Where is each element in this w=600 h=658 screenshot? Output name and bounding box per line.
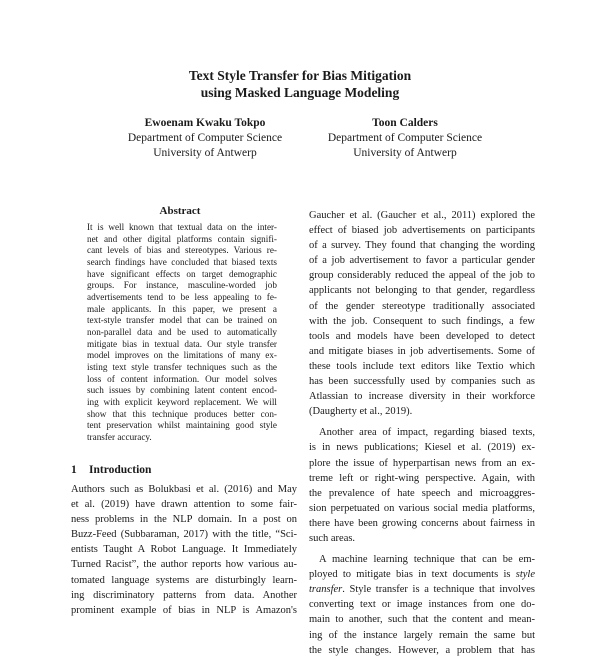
text-line xyxy=(309,567,535,582)
text-line: have significant effects on target demographic xyxy=(87,268,277,279)
text-line: applicants not belonging to that gender, regardless xyxy=(309,285,535,297)
abstract-heading: Abstract xyxy=(159,205,201,217)
text-line: is in news publications; Kiesel et al. (2019) ex- xyxy=(309,442,535,454)
text-line: male applicants. In this paper, we present a xyxy=(87,303,277,314)
title-line-1: Text Style Transfer for Bias Mitigation xyxy=(188,68,412,83)
abstract-body xyxy=(87,222,277,443)
section-number: 1 xyxy=(71,464,77,476)
text-line: search findings have concluded that biased texts xyxy=(87,256,277,267)
author-department: Department of Computer Science xyxy=(127,132,283,144)
text-line: of the gender stereotype traditionally associated xyxy=(309,300,535,312)
text-line: cant levels of bias and stereotypes. Various re- xyxy=(87,245,277,256)
text-line: model improves on the limitations of many ex- xyxy=(87,350,277,361)
text-line: entists Taught A Robot Language. It Immediately xyxy=(71,544,297,556)
text-line: prominent example of bias in NLP is Amazon's xyxy=(71,604,297,616)
text-line: ing with explicit keyword replacement. We will xyxy=(87,396,277,407)
text-line: group considerably reduced the appeal of the job to xyxy=(309,270,535,282)
text-line: groups. For instance, masculine-worded job xyxy=(87,280,277,291)
emphasis-style: style xyxy=(515,569,536,581)
author-block-2 xyxy=(300,116,510,161)
author-university: University of Antwerp xyxy=(353,147,457,159)
text-line: show that this technique produces better con- xyxy=(87,408,277,419)
text-line: main to another, such that the content and mean- xyxy=(309,614,535,626)
author-name: Toon Calders xyxy=(372,117,438,129)
text-line: tent preservation whilst maintaining good style xyxy=(87,420,277,431)
text-line xyxy=(309,582,535,597)
text-line: sion perpetuated on various social media platforms, xyxy=(309,502,535,514)
paragraph-gaucher xyxy=(309,208,535,419)
section-title: Introduction xyxy=(89,464,152,476)
author-university: University of Antwerp xyxy=(153,147,257,159)
text-line: advertisements tend to be less appealing to fe- xyxy=(87,291,277,302)
text-line: ness problems in the NLP domain. In a post on xyxy=(71,514,297,526)
text-line: tomated language systems are disturbingly learn- xyxy=(71,574,297,586)
text-line: the prevalence of hate speech and microaggres- xyxy=(309,487,535,499)
text-line: A machine learning technique that can be em- xyxy=(319,554,535,566)
text-line: and mitigate biases in job advertisements. Some of xyxy=(309,345,535,357)
emphasis-transfer: transfer xyxy=(309,584,343,596)
text-line: effect of biased job advertisements on participants xyxy=(309,225,535,237)
text-fragment: . Style transfer is a technique that involves xyxy=(342,584,535,596)
paper-title xyxy=(0,67,600,101)
text-line: Buzz-Feed (Subbaraman, 2017) with the title, “Sci- xyxy=(71,529,297,541)
text-line: Atlassian to increase diversity in their workforce xyxy=(309,391,535,403)
text-line: Authors such as Bolukbasi et al. (2016) and May xyxy=(71,484,297,495)
text-line: Another area of impact, regarding biased texts, xyxy=(319,427,535,439)
text-line: there have been growing concerns about fairness in xyxy=(309,517,535,529)
paragraph-news xyxy=(309,425,535,546)
text-line: Gaucher et al. (Gaucher et al., 2011) explored the xyxy=(309,210,535,221)
text-line: plore the issue of hyperpartisan news from an ex- xyxy=(309,457,535,469)
left-column-text xyxy=(71,482,297,618)
text-line: has been successfully used by companies such as xyxy=(309,376,535,388)
text-line: these tools include text editors like Textio which xyxy=(309,360,535,372)
text-line: ing of the instance largely remain the same but xyxy=(309,629,535,641)
text-line: of a job advertisement to favor a particular gender xyxy=(309,255,535,267)
right-column-text xyxy=(309,208,535,658)
text-line: It is well known that textual data on the inter- xyxy=(87,222,277,232)
text-line: with the job. Consequent to such findings, a few xyxy=(309,315,535,327)
paragraph-continuation xyxy=(309,597,535,657)
text-line: converting text or image instances from one do- xyxy=(309,599,535,611)
text-line: isting text style transfer techniques such as the xyxy=(87,361,277,372)
text-line: ing discriminatory patterns from data. Another xyxy=(71,589,297,601)
text-line: transfer accuracy. xyxy=(87,431,152,442)
text-line: et al. (2019) have drawn attention to some fair- xyxy=(71,499,297,511)
author-name: Ewoenam Kwaku Tokpo xyxy=(144,117,266,129)
paragraph-style-transfer xyxy=(309,552,535,658)
text-line: the style changes. However, a problem that has xyxy=(309,644,535,656)
text-fragment: ployed to mitigate bias in text documents is xyxy=(309,569,511,581)
author-department: Department of Computer Science xyxy=(327,132,483,144)
text-line: tools and models have been developed to detect xyxy=(309,330,535,342)
author-block-1 xyxy=(100,116,310,161)
text-line: non-parallel data and be used to automatically xyxy=(87,326,277,337)
title-line-2: using Masked Language Modeling xyxy=(200,85,400,100)
text-line: treme left or right-wing perspective. Again, with xyxy=(309,472,535,484)
text-line: loss of content information. Our model solves xyxy=(87,373,277,384)
text-line: (Daugherty et al., 2019). xyxy=(309,406,413,418)
text-line: text-style transfer model that can be trained on xyxy=(87,315,277,326)
text-line: mitigate bias in textual data. Our style transfer xyxy=(87,338,277,349)
text-line: net and other digital platforms contain signifi- xyxy=(87,233,277,244)
text-line: such areas. xyxy=(309,532,356,544)
section-heading-introduction xyxy=(71,464,151,476)
text-line: Turned Racist”, the author reports how various au- xyxy=(71,559,297,571)
text-line: such issues by combining latent content encod- xyxy=(87,385,277,396)
text-line: of a survey. They found that changing the wording xyxy=(309,240,535,252)
